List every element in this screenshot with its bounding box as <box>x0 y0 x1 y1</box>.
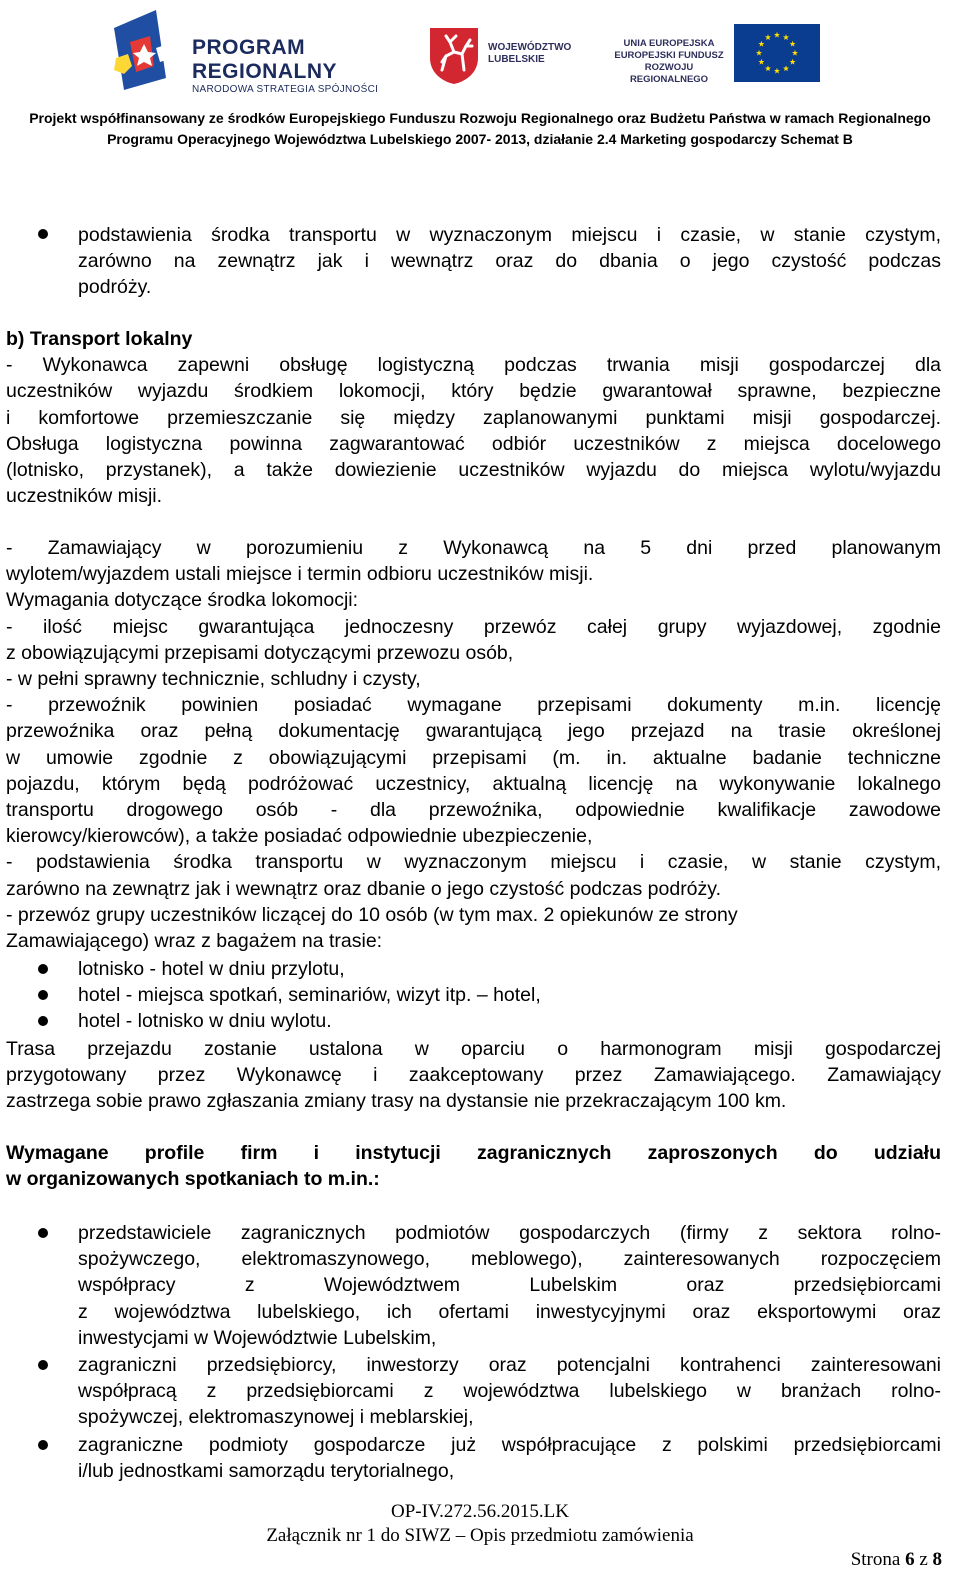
text-line: zagraniczni przedsiębiorcy, inwestorzy oraz potencjalni kontrahenci zainteresowani <box>78 1354 941 1376</box>
text-line: spożywczej, elektromaszynowej i meblarskiej, <box>78 1406 474 1429</box>
page-of-label: z <box>919 1549 928 1570</box>
bullet-icon <box>38 964 48 974</box>
attachment-title: Załącznik nr 1 do SIWZ – Opis przedmiotu zamówienia <box>266 1525 694 1546</box>
section-heading: b) Transport lokalny <box>6 328 193 350</box>
page-current: 6 <box>905 1549 915 1570</box>
text-line: z województwa lubelskiego, ich ofertami inwestycyjnymi oraz eksportowymi oraz <box>78 1300 941 1323</box>
bullet-icon <box>38 1360 48 1370</box>
program-regionalny-emblem-icon <box>110 8 190 92</box>
profile-item-2 <box>78 1352 941 1431</box>
profile-item-1 <box>78 1220 941 1351</box>
page-total: 8 <box>932 1549 942 1570</box>
text-line: z obowiązującymi przepisami dotyczącymi przewozu osób, <box>6 641 514 664</box>
route-item-1 <box>78 956 941 982</box>
text-line: - przewóz grupy uczestników liczącej do 10 osób (w tym max. 2 opiekunów ze strony <box>6 903 738 926</box>
project-note-line-1: Projekt współfinansowany ze środków Europejskiego Funduszu Rozwoju Regionalnego oraz Budżetu Państwa w ramach Regionalnego <box>29 110 931 126</box>
text-line: zagraniczne podmioty gospodarcze już współpracujące z polskimi przedsiębiorcami <box>78 1434 941 1456</box>
text-line: wylotem/wyjazdem ustali miejsce i termin odbioru uczestników misji. <box>6 563 594 586</box>
eu-fund-line-2: EUROPEJSKI FUNDUSZ <box>614 50 724 61</box>
footer-reference <box>0 1500 960 1548</box>
text-line: - ilość miejsc gwarantująca jednoczesny przewóz całej grupy wyjazdowej, zgodnie <box>6 615 941 638</box>
program-title-line-2: REGIONALNY <box>192 60 338 83</box>
list-item-cleanliness <box>78 222 941 301</box>
bullet-icon <box>38 1440 48 1450</box>
text-line: zarówno na zewnątrz jak i wewnątrz oraz dbanie o jego czystość podczas podróży. <box>6 877 721 900</box>
project-note-line-2: Programu Operacyjnego Województwa Lubelskiego 2007- 2013, działanie 2.4 Marketing gospodarczy Schemat B <box>107 131 853 147</box>
wojewodztwo-lubelskie-logo <box>428 26 588 88</box>
text-line: pojazdu, którym będą podróżować uczestnicy, aktualną licencję na wykonywanie lokalnego <box>6 772 941 795</box>
program-title-line-1: PROGRAM <box>192 36 306 59</box>
text-line: przygotowany przez Wykonawcę i zaakceptowany przez Zamawiającego. Zamawiający <box>6 1064 941 1087</box>
program-title <box>192 36 337 84</box>
program-subtitle: NARODOWA STRATEGIA SPÓJNOŚCI <box>192 84 379 95</box>
text-line: Wymagania dotyczące środka lokomocji: <box>6 589 359 612</box>
paragraph-vehicle-requirements <box>6 535 941 954</box>
text-line: Zamawiającego) wraz z bagażem na trasie: <box>6 930 383 953</box>
text-line: i/lub jednostkami samorządu terytorialnego, <box>78 1460 455 1483</box>
eu-fund-line-1: UNIA EUROPEJSKA <box>623 38 715 49</box>
eu-flag-icon <box>734 24 820 82</box>
text-line: podstawienia środka transportu w wyznaczonym miejscu i czasie, w stanie czystym, <box>78 224 941 246</box>
text-line: - podstawienia środka transportu w wyznaczonym miejscu i czasie, w stanie czystym, <box>6 851 941 874</box>
eu-fund-logo <box>608 24 828 84</box>
text-line: podróży. <box>78 276 152 299</box>
heading-profiles <box>6 1140 941 1192</box>
coat-of-arms-deer-icon <box>428 26 480 84</box>
text-line: lotnisko - hotel w dniu przylotu, <box>78 958 345 980</box>
text-line: w umowie zgodnie z obowiązującymi przepisami (m. in. aktualne badanie techniczne <box>6 746 941 769</box>
text-line: inwestycjami w Województwie Lubelskim, <box>78 1326 437 1349</box>
text-line: przedstawiciele zagranicznych podmiotów gospodarczych (firmy z sektora rolno- <box>78 1222 941 1244</box>
region-name <box>488 42 571 66</box>
text-line: (lotnisko, przystanek), a także dowiezienie uczestników wyjazdu do miejsca wylotu/wyjazdu <box>6 459 941 482</box>
header-logos <box>0 0 960 100</box>
text-line: transportu drogowego osób - dla przewoźnika, odpowiednie kwalifikacje zawodowe <box>6 799 941 822</box>
bullet-icon <box>38 990 48 1000</box>
text-line: hotel - lotnisko w dniu wylotu. <box>78 1010 332 1032</box>
route-item-3 <box>78 1008 941 1034</box>
page-label: Strona <box>850 1549 901 1570</box>
text-line: uczestników wyjazdu środkiem lokomocji, który będzie gwarantował sprawne, bezpieczne <box>6 380 941 403</box>
text-line: kierowcy/kierowców), a także posiadać odpowiednie ubezpieczenie, <box>6 825 593 848</box>
bullet-icon <box>38 1228 48 1238</box>
case-number: OP-IV.272.56.2015.LK <box>390 1501 570 1522</box>
text-line: Trasa przejazdu zostanie ustalona w oparciu o harmonogram misji gospodarczej <box>6 1038 941 1060</box>
text-line: - przewoźnik powinien posiadać wymagane przepisami dokumenty m.in. licencję <box>6 694 941 717</box>
eu-fund-line-3: ROZWOJU REGIONALNEGO <box>629 62 709 85</box>
region-name-line-1: WOJEWÓDZTWO <box>488 42 572 53</box>
text-line: współpracy z Województwem Lubelskim oraz przedsiębiorcami <box>78 1274 941 1297</box>
bullet-icon <box>38 229 48 239</box>
section-local-transport <box>6 326 941 509</box>
text-line: - w pełni sprawny technicznie, schludny i czysty, <box>6 668 421 691</box>
profile-item-3 <box>78 1432 941 1484</box>
eu-fund-name <box>610 38 728 86</box>
text-line: spożywczego, elektromaszynowego, meblowego), zainteresowanych rozpoczęciem <box>78 1248 941 1271</box>
region-name-line-2: LUBELSKIE <box>488 54 545 65</box>
program-regionalny-logo <box>110 8 390 95</box>
text-line: współpracą z przedsiębiorcami z województwa lubelskiego w branżach rolno- <box>78 1380 941 1403</box>
text-line: - Wykonawca zapewni obsługę logistyczną podczas trwania misji gospodarczej dla <box>6 354 941 377</box>
text-line: uczestników misji. <box>6 485 163 508</box>
route-item-2 <box>78 982 941 1008</box>
bullet-icon <box>38 1016 48 1026</box>
text-line: zastrzega sobie prawo zgłaszania zmiany trasy na dystansie nie przekraczającym 100 km. <box>6 1090 787 1113</box>
paragraph-route <box>6 1036 941 1115</box>
text-line: w organizowanych spotkaniach to m.in.: <box>6 1168 380 1191</box>
text-line: Wymagane profile firm i instytucji zagranicznych zaproszonych do udziału <box>6 1142 941 1164</box>
text-line: zarówno na zewnątrz jak i wewnątrz oraz do dbania o jego czystość podczas <box>78 250 941 273</box>
project-cofinancing-note <box>0 108 960 150</box>
text-line: Obsługa logistyczna powinna zagwarantować odbiór uczestników z miejsca docelowego <box>6 432 941 455</box>
text-line: przewoźnika oraz pełną dokumentację gwarantującą jego przejazd na trasie określonej <box>6 720 941 743</box>
text-line: - Zamawiający w porozumieniu z Wykonawcą na 5 dni przed planowanym <box>6 537 941 559</box>
page-number <box>851 1548 942 1572</box>
text-line: i komfortowe przemieszczanie się między zaplanowanymi punktami misji gospodarczej. <box>6 406 941 429</box>
text-line: hotel - miejsca spotkań, seminariów, wizyt itp. – hotel, <box>78 984 541 1006</box>
